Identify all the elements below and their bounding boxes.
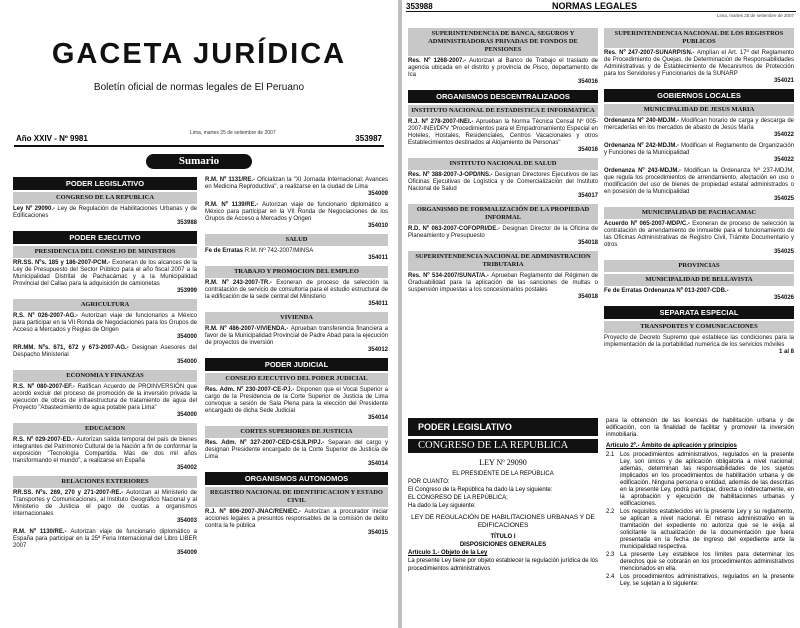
entry-page: 1 al 8 xyxy=(778,349,794,355)
entry-reference: R.M. Nº 1139/RE.- xyxy=(205,202,263,208)
entry-reference: R.M. Nº 1130/RE.- xyxy=(13,529,71,535)
article-item: 2.3 La presente Ley establece los límites para determinar los derechos que se cobrarán en los procedimientos administrativos mencionados en ella. xyxy=(606,552,794,572)
entry-text: Autorizan viaje de funcionario diplomático a España para participar en la 25ª Feria Internacional del Libro LIBER 2007 xyxy=(13,529,198,549)
sumario-col-right xyxy=(205,175,388,541)
law-line: Ha dado la Ley siguiente: xyxy=(408,503,476,509)
page-number: 353988 xyxy=(406,2,433,11)
entry-text: Ley de Regulación de Habilitaciones Urbanas y de Edificaciones xyxy=(13,206,197,219)
entry-text: Autorizan al Ministerio de Transportes y Comunicaciones, al Instituto Geográfico Nacional y al Ministerio de Justicia el pago de cuotas a organismos internacionales xyxy=(13,490,197,517)
subsection-header: PROVINCIAS xyxy=(604,260,794,272)
page-right xyxy=(402,0,800,628)
newspaper-logo: NORMAS LEGALES xyxy=(552,1,638,11)
section-header: ORGANISMOS DESCENTRALIZADOS xyxy=(408,90,598,103)
entry-page: 353999 xyxy=(176,288,197,294)
sumario-entry xyxy=(205,280,388,308)
entry-page: 354026 xyxy=(773,295,794,301)
subsection-header: CORTES SUPERIORES DE JUSTICIA xyxy=(205,426,388,438)
law-article-1-text: La presente Ley tiene por objeto establecer la regulación jurídica de los procedimientos administrativos xyxy=(408,558,598,572)
sumario-banner: Sumario xyxy=(146,154,252,169)
subsection-header: TRABAJO Y PROMOCION DEL EMPLEO xyxy=(205,266,388,278)
entry-page: 354000 xyxy=(176,334,197,340)
subsection-header: RELACIONES EXTERIORES xyxy=(13,476,197,488)
entry-page: 354022 xyxy=(773,132,794,138)
entry-text: Disponen que el Vocal Superior a cargo de la Presidencia de la Corte Superior de Justicia de Lima convoque a sesión de Sala Plena para la elección del Presidente encargado de dicha Sede Judicial xyxy=(205,387,389,414)
law-branch-header: PODER LEGISLATIVO xyxy=(408,418,598,436)
sumario-entry xyxy=(205,248,388,262)
subsection-header: EDUCACION xyxy=(13,423,197,435)
law-title-num: TÍTULO I xyxy=(490,534,516,540)
entry-reference: RR.SS. Nºs. 185 y 186-2007-PCM.- xyxy=(13,260,113,266)
sumario-entry xyxy=(13,345,197,366)
sumario-entry xyxy=(13,313,197,341)
section-header: PODER EJECUTIVO xyxy=(13,231,197,244)
entry-text: Designan Director de la Oficina de Planeamiento y Presupuesto xyxy=(408,226,598,239)
entry-text: Aprueban Reglamento del Régimen de Graduabilidad para la aplicación de las sanciones de multas o suspensión impuestas a los concesionarios postales xyxy=(408,273,599,293)
page-left xyxy=(0,0,398,628)
law-line: EL PRESIDENTE DE LA REPÚBLICA xyxy=(452,471,554,477)
subsection-header: CONSEJO EJECUTIVO DEL PODER JUDICIAL xyxy=(205,373,388,385)
entry-reference: R.J. Nº 278-2007-INEI.- xyxy=(408,119,476,125)
issue-year: Año XXIV - Nº 9981 xyxy=(16,134,88,143)
entry-page: 354022 xyxy=(773,157,794,163)
entry-page: 354025 xyxy=(773,196,794,202)
entry-text: Ratifican Acuerdo de PROINVERSIÓN que acordó excluir del proceso de promoción de la inversión privada la ejecución de obras de infraestructura de tratamiento de agua del Proyecto "Abastecimiento de agua potable para Lima" xyxy=(13,384,197,411)
sumario-entry xyxy=(13,490,197,525)
sumario-col-left xyxy=(13,175,197,561)
sumario-entry xyxy=(408,172,598,200)
entry-page: 354021 xyxy=(773,78,794,84)
entry-reference: Res. Nº 534-2007/SUNAT/A.- xyxy=(408,273,492,279)
section-header: GOBIERNOS LOCALES xyxy=(604,89,794,102)
entry-page: 354011 xyxy=(368,255,388,261)
law-preamble xyxy=(408,470,598,510)
entry-text: Autorizan salida temporal del país de bienes integrantes del Patrimonio Cultural de la Nación a fin de conformar la exposición "Tecnología Compartida. Más de dos mil años transformando el mundo", a realizarse en España xyxy=(13,437,197,464)
masthead-title: GACETA JURÍDICA xyxy=(51,38,347,70)
entry-reference: R.S. Nº 029-2007-ED.- xyxy=(13,437,77,443)
entry-text: Modifican la Ordenanza Nº 237-MDJM, que regula los procedimientos de arrendamiento, afectación en uso o modificación del uso de bienes de propiedad estatal administrados o en posesión de la Municipalidad xyxy=(604,168,795,195)
law-number: LEY Nº 29090 xyxy=(479,458,527,467)
subsection-header: SALUD xyxy=(205,234,388,246)
entry-page: 354012 xyxy=(367,347,388,353)
sumario-col-left xyxy=(408,26,598,305)
issue-date: Lima, martes 25 de setiembre de 2007 xyxy=(716,13,794,18)
section-header: PODER JUDICIAL xyxy=(205,358,388,371)
sumario-entry xyxy=(604,335,794,356)
entry-text: Modifican el Reglamento de Organización y Funciones de la Municipalidad xyxy=(604,143,794,156)
sumario-entry xyxy=(604,118,794,139)
sumario-col-right xyxy=(604,26,794,360)
entry-text: Aprueban transferencia financiera a favor de la Municipalidad Provincial de Padre Abad para la ejecución de proyectos de inversión xyxy=(205,326,388,346)
entry-reference: Res. Adm. Nº 230-2007-CE-PJ.- xyxy=(205,387,297,393)
article-item: 2.4 Los procedimientos administrativos, regulados en la presente Ley, se sujetan a lo siguiente: xyxy=(606,574,794,587)
sumario-entry xyxy=(408,58,598,86)
entry-reference: Res. Nº 247-2007-SUNARP/SN.- xyxy=(604,50,697,56)
entry-page: 354009 xyxy=(367,191,388,197)
law-section xyxy=(408,418,598,573)
entry-page: 354016 xyxy=(577,79,598,85)
entry-text: Aprueban la Norma Técnica Censal Nº 005-2007-INEI/DPV "Procedimientos para el Empadronamiento Especial en Hoteles, Hostales, Residenciales, Centros Vacacionales y otros Establecimientos destinados al Alojamiento de Personas" xyxy=(408,119,598,146)
subsection-header: AGRICULTURA xyxy=(13,299,197,311)
subsection-header: MUNICIPALIDAD DE JESUS MARIA xyxy=(604,104,794,116)
header-rule xyxy=(14,145,384,147)
section-header: PODER LEGISLATIVO xyxy=(13,177,197,190)
entry-text: Autorizan a procurador iniciar acciones legales a presuntos responsables de la comisión de delito contra la fe pública xyxy=(205,509,388,529)
sumario-entry xyxy=(205,326,388,354)
law-congress-header: CONGRESO DE LA REPUBLICA xyxy=(408,438,598,453)
entry-reference: Res. Nº 1268-2007.- xyxy=(408,58,470,64)
entry-page: 354018 xyxy=(577,240,598,246)
sumario-entry xyxy=(604,221,794,256)
entry-text: Designan Directores Ejecutivos de las Oficinas Ejecutivas de Logística y de Comercialización del Instituto Nacional de Salud xyxy=(408,172,598,192)
header-rule xyxy=(406,11,796,12)
entry-page: 354018 xyxy=(577,294,598,300)
subsection-header: SUPERINTENDENCIA DE BANCA, SEGUROS Y ADMINISTRADORAS PRIVADAS DE FONDOS DE PENSIONES xyxy=(408,28,598,56)
subsection-header: SUPERINTENDENCIA NACIONAL DE ADMINISTRACION TRIBUTARIA xyxy=(408,251,598,271)
entry-page: 354017 xyxy=(577,193,598,199)
page-number: 353987 xyxy=(355,134,382,143)
issue-date: Lima, martes 25 de setiembre de 2007 xyxy=(190,130,276,136)
entry-reference: Ordenanza Nº 240-MDJM.- xyxy=(604,118,682,124)
law-line: POR CUANTO: xyxy=(408,479,450,485)
entry-reference: Fe de Erratas xyxy=(205,248,245,254)
law-line: El Congreso de la República ha dado la Ley siguiente: xyxy=(408,487,553,493)
sumario-entry xyxy=(13,437,197,472)
sumario-entry xyxy=(205,509,388,537)
entry-page: 354025 xyxy=(773,249,794,255)
entry-page: 353988 xyxy=(176,220,197,226)
subsection-header: TRANSPORTES Y COMUNICACIONES xyxy=(604,321,794,333)
entry-text: Designan Asesores del Despacho Ministerial xyxy=(13,345,197,358)
entry-page: 354000 xyxy=(176,412,197,418)
entry-text: Autorizan al Banco de Trabajo el traslado de agencia ubicada en el distrito y provincia de Pisco, departamento de Ica xyxy=(408,58,598,78)
entry-reference: Ordenanza Nº 242-MDJM.- xyxy=(604,143,682,149)
entry-reference: R.S. Nº 026-2007-AG.- xyxy=(13,313,82,319)
law-line: EL CONGRESO DE LA REPÚBLICA; xyxy=(408,495,508,501)
entry-page: 354009 xyxy=(176,550,197,556)
sumario-entry xyxy=(13,529,197,557)
sumario-entry xyxy=(408,119,598,154)
entry-page: 354014 xyxy=(367,415,388,421)
law-article-2: Artículo 2º.- Ámbito de aplicación y principios xyxy=(606,443,737,449)
sumario-entry xyxy=(408,226,598,247)
law-title-name: DISPOSICIONES GENERALES xyxy=(459,542,547,548)
entry-text: Exoneran de los alcances de la Ley de Presupuesto del Sector Público para el año fiscal 2007 a la Municipalidad Distrital de Pachacámac y a la Municipalidad Provincial del Callao para la adquisición de camionetas xyxy=(13,260,197,287)
entry-page: 354002 xyxy=(176,465,197,471)
entry-text: Amplían el Art. 17º del Reglamento de Procedimiento de Quejas, de Determinación de Responsabilidades Administrativas y de Establecimiento de Mecanismos de Protección para los Servidores y Funcionarios de la SUNARP xyxy=(604,50,795,77)
sumario-entry xyxy=(13,206,197,227)
subsection-header: MUNICIPALIDAD DE BELLAVISTA xyxy=(604,274,794,286)
subsection-header: CONGRESO DE LA REPUBLICA xyxy=(13,192,197,204)
entry-reference: R.S. Nº 080-2007-EF.- xyxy=(13,384,78,390)
subsection-header: INSTITUTO NACIONAL DE ESTADISTICA E INFORMATICA xyxy=(408,105,598,117)
entry-reference: R.M. Nº 486-2007-VIVIENDA.- xyxy=(205,326,291,332)
entry-page: 354010 xyxy=(367,223,388,229)
entry-reference: Acuerdo Nº 065-2007-MDP/C.- xyxy=(604,221,693,227)
sumario-entry xyxy=(205,202,388,230)
article-item: 2.1 Los procedimientos administrativos, regulados en la presente Ley, son únicos y de aplicación obligatoria a nivel nacional; además, determinan las responsabilidades de los sujetos implicados en los procedimientos de habilitación urbana y de edificación. Ninguna persona o entidad, además de las descritas en la presente Ley, podrá participar, directa o indirectamente, en la aprobación y ejecución de habilitaciones urbanas y edificaciones. xyxy=(606,452,794,507)
sumario-entry xyxy=(205,177,388,198)
sumario-entry xyxy=(13,260,197,295)
entry-reference: Res. Nº 388-2007-J-OPD/INS.- xyxy=(408,172,495,178)
subsection-header: INSTITUTO NACIONAL DE SALUD xyxy=(408,158,598,170)
entry-reference: Res. Adm. Nº 327-2007-CED-CSJLP/PJ.- xyxy=(205,440,329,446)
subsection-header: MUNICIPALIDAD DE PACHACAMAC xyxy=(604,207,794,219)
law-intro: para la obtención de las licencias de habilitación urbana y de edificación, con la finalidad de facilitar y promover la inversión inmobiliaria. xyxy=(606,418,794,438)
entry-reference: RR.SS. Nºs. 269, 270 y 271-2007-RE.- xyxy=(13,490,127,496)
entry-text: Separan del cargo y designan Presidente encargado de la Corte Superior de Justicia de Lima xyxy=(205,440,388,460)
subsection-header: VIVIENDA xyxy=(205,312,388,324)
subsection-header: ORGANISMO DE FORMALIZACIÓN DE LA PROPIEDAD INFORMAL xyxy=(408,204,598,224)
entry-page: 354014 xyxy=(367,461,388,467)
entry-page: 354000 xyxy=(176,359,197,365)
entry-page: 354003 xyxy=(176,518,197,524)
entry-reference: R.M. Nº 243-2007-TR.- xyxy=(205,280,277,286)
subsection-header: ECONOMIA Y FINANZAS xyxy=(13,370,197,382)
sumario-entry xyxy=(13,384,197,419)
entry-reference: Ordenanza Nº 243-MDJM.- xyxy=(604,168,685,174)
entry-text: Oficializan la "XI Jornada Internacional: Avances en Medicina Reproductiva", a realizarse en la ciudad de Lima xyxy=(205,177,388,190)
entry-reference: Fe de Erratas Ordenanza Nº 013-2007-CDB.- xyxy=(604,288,729,294)
entry-text: Modifican horario de carga y descarga de mercaderías en los mercados de abasto de Jesús María xyxy=(604,118,795,131)
law-name: LEY DE REGULACIÓN DE HABILITACIONES URBANAS Y DE EDIFICACIONES xyxy=(411,514,595,529)
sumario-entry xyxy=(205,440,388,468)
law-article-1: Artículo 1.- Objeto de la Ley xyxy=(408,550,488,556)
entry-reference: R.J. Nº 806-2007-JNAC/RENIEC.- xyxy=(205,509,305,515)
subsection-header: REGISTRO NACIONAL DE IDENTIFICACION Y ESTADO CIVIL xyxy=(205,487,388,507)
entry-page: 354016 xyxy=(577,147,598,153)
entry-page: 354011 xyxy=(368,301,388,307)
entry-text: Autorizan viaje de funcionario diplomático a México para participar en la VII Ronda de Negociaciones de los Grupos de Acceso a Mercados y Origen xyxy=(205,202,389,222)
article-item: 2.2 Los requisitos establecidos en la presente Ley y su reglamento, se aplican a nivel nacional. El retraso administrativo en la tramitación del expediente no autoriza que se le exija al solicitante la actualización de la documentación que fuera presentada en la fecha de ingreso del expediente ante la municipalidad respectiva. xyxy=(606,509,794,550)
entry-text: Exoneran de proceso de selección la contratación de servicio de consultoría para el estudio estructural de la edificación de la sede central del Ministerio xyxy=(205,280,388,300)
sumario-entry xyxy=(604,143,794,164)
subsection-header: SUPERINTENDENCIA NACIONAL DE LOS REGISTROS PUBLICOS xyxy=(604,28,794,48)
law-continued xyxy=(606,418,794,589)
sumario-entry xyxy=(604,288,794,302)
entry-reference: RR.MM. Nºs. 671, 672 y 673-2007-AG.- xyxy=(13,345,133,351)
sumario-entry xyxy=(408,273,598,301)
sumario-entry xyxy=(604,50,794,85)
entry-text: Exoneran de proceso de selección la contratación de arrendamiento de inmueble para el funcionamiento de las Oficinas Administrativas de Registro Civil, Trámite Documentario y otros xyxy=(604,221,794,248)
entry-text: Proyecto de Decreto Supremo que establece las condiciones para la implementación de la portabilidad numérica de los servicios móviles xyxy=(604,335,794,348)
entry-page: 354015 xyxy=(367,530,388,536)
section-header: ORGANISMOS AUTONOMOS xyxy=(205,472,388,485)
entry-reference: Ley Nº 29090.- xyxy=(13,206,58,212)
subsection-header: PRESIDENCIA DEL CONSEJO DE MINISTROS xyxy=(13,246,197,258)
entry-reference: R.D. Nº 063-2007-COFOPRI/DE.- xyxy=(408,226,503,232)
sumario-entry xyxy=(205,387,388,422)
masthead-subtitle: Boletín oficial de normas legales de El Peruano xyxy=(93,82,305,93)
entry-text: R.M. Nº 742-2007/MINSA xyxy=(244,248,314,254)
section-header: SEPARATA ESPECIAL xyxy=(604,306,794,319)
sumario-entry xyxy=(604,168,794,203)
entry-reference: R.M. Nº 1131/RE.- xyxy=(205,177,258,183)
entry-text: Autorizan viaje de funcionarios a México para participar en la VII Ronda de Negociaciones para los Grupos de Acceso a Mercados y Reglas de Origen xyxy=(13,313,198,333)
